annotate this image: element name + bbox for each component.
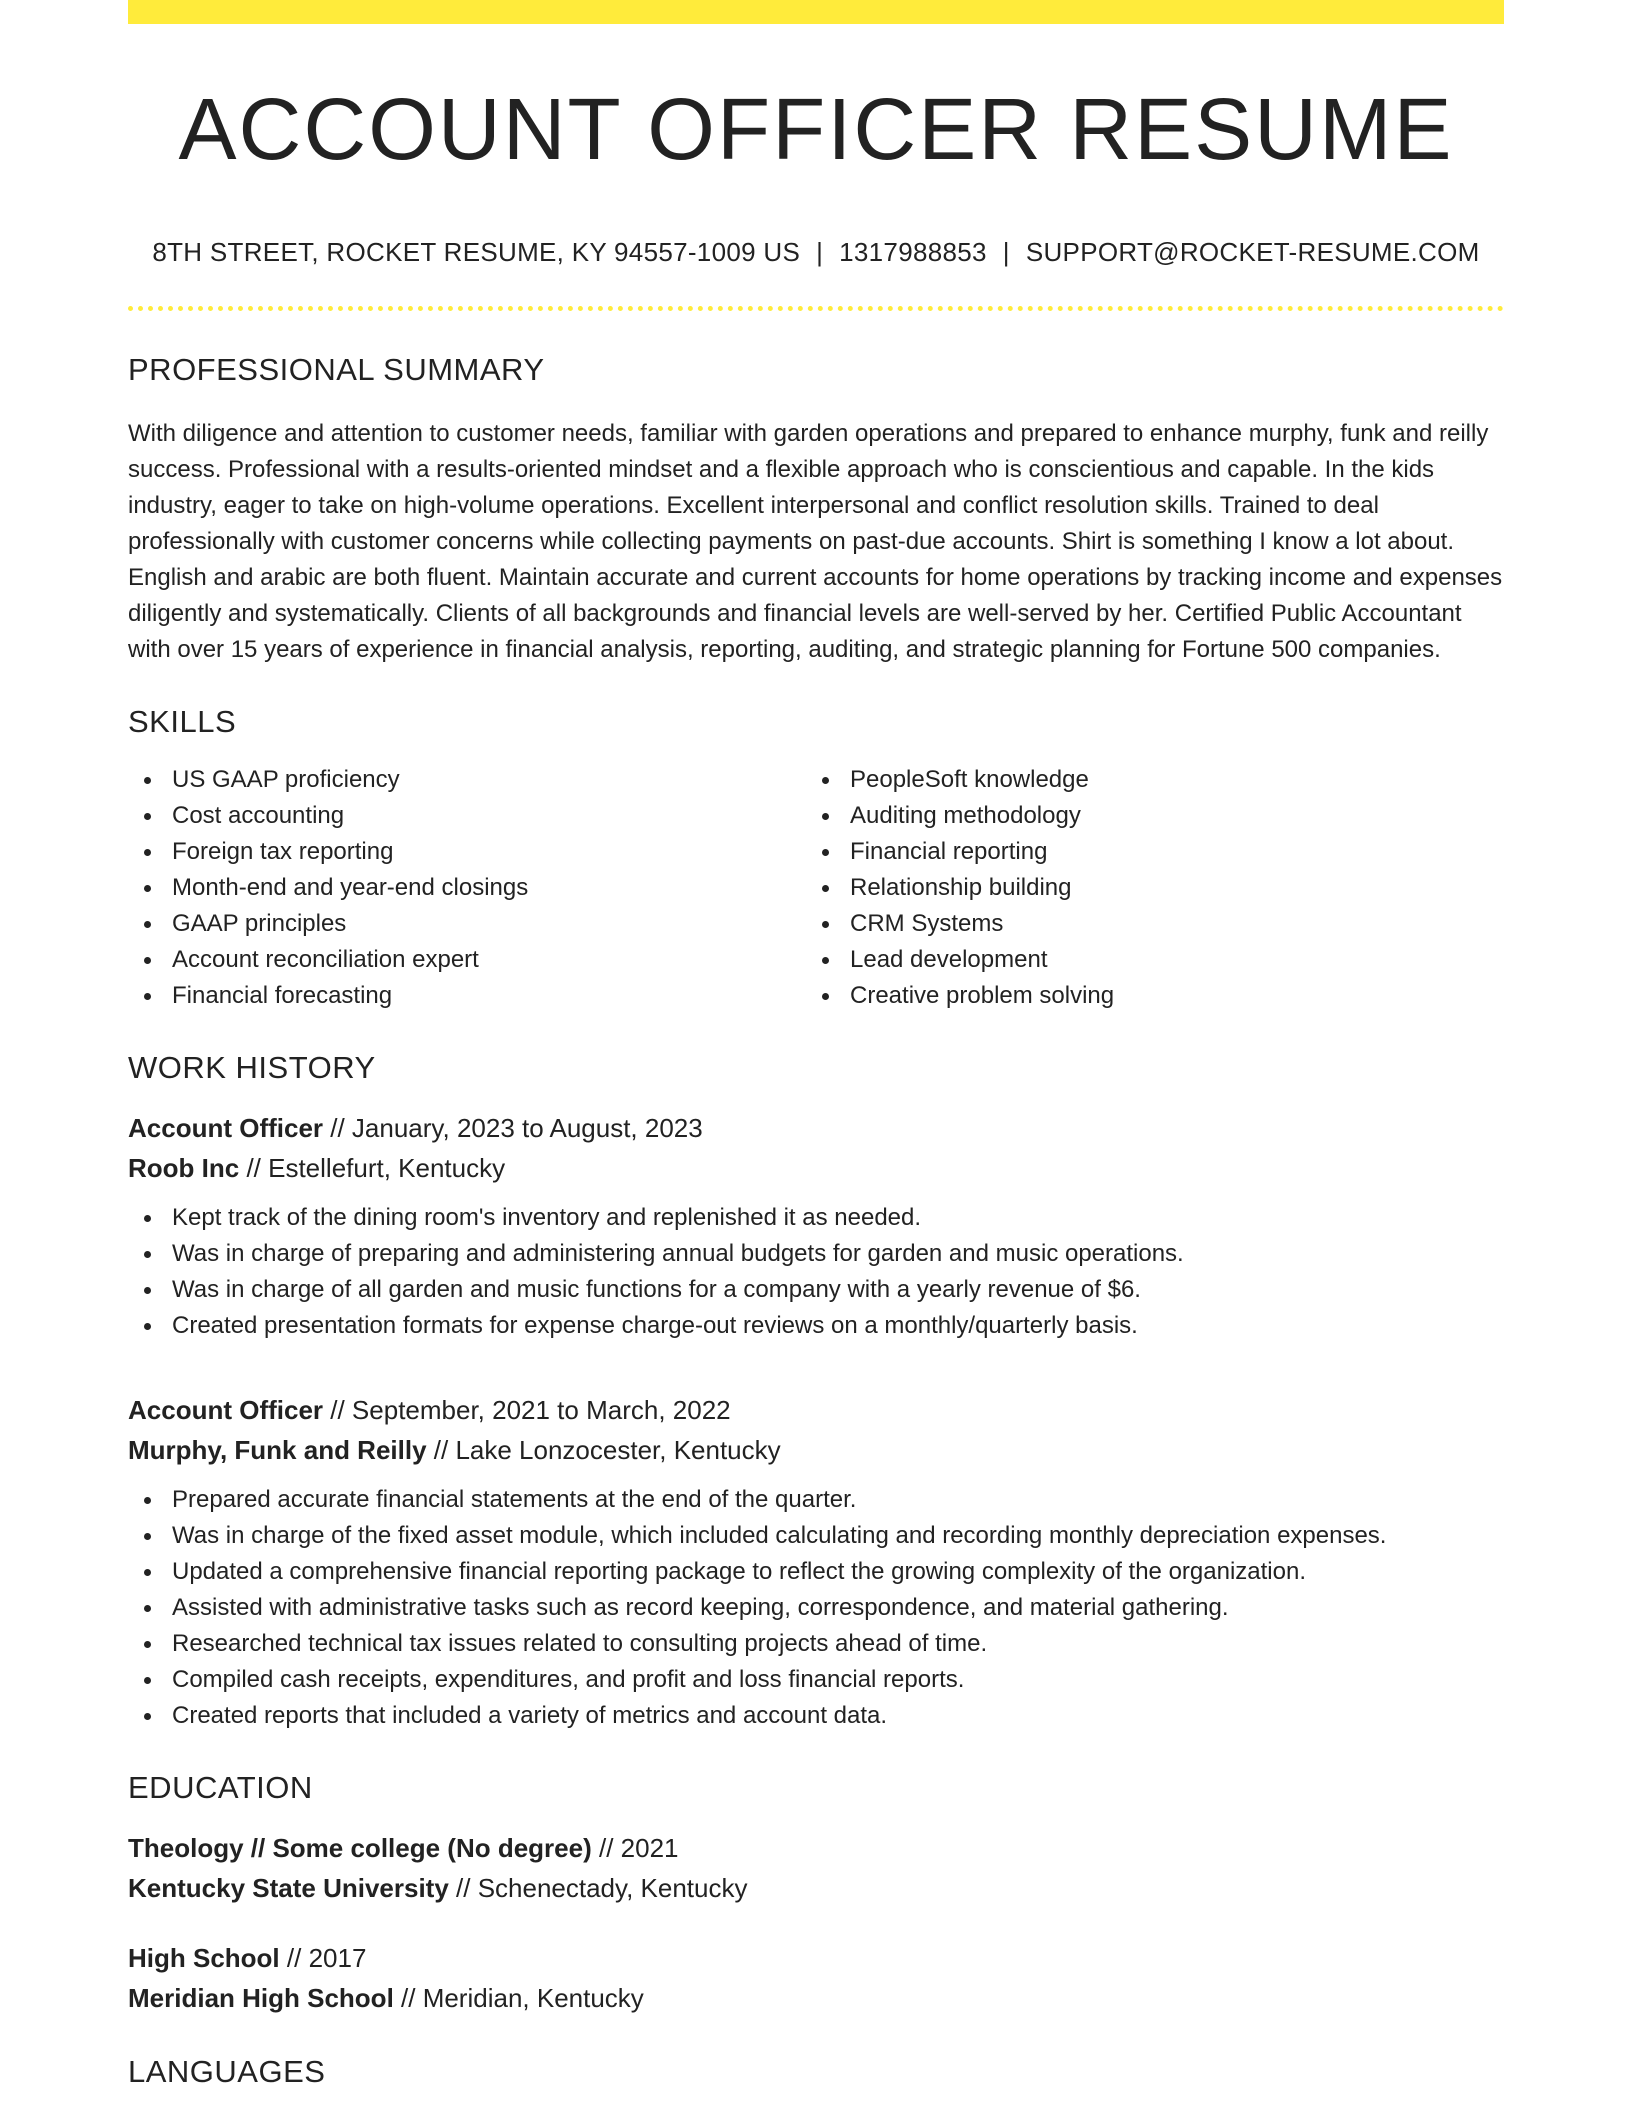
education-location: // Schenectady, Kentucky <box>448 1873 748 1903</box>
skill-item: Lead development <box>806 942 1484 978</box>
contact-email: SUPPORT@ROCKET-RESUME.COM <box>1025 237 1480 267</box>
education-section <box>128 1770 1504 2018</box>
summary-section <box>128 352 1504 668</box>
work-history-section <box>128 1050 1504 1734</box>
contact-separator: | <box>1002 237 1010 267</box>
education-year: // 2017 <box>279 1943 367 1973</box>
skills-list-left <box>128 762 806 1014</box>
skill-item: PeopleSoft knowledge <box>806 762 1484 798</box>
skill-item: Month-end and year-end closings <box>128 870 806 906</box>
skill-item: GAAP principles <box>128 906 806 942</box>
job-company-line <box>128 1430 1504 1470</box>
education-degree-line <box>128 1828 1504 1868</box>
skill-item: Creative problem solving <box>806 978 1484 1014</box>
skill-item: Auditing methodology <box>806 798 1484 834</box>
job-bullet: Was in charge of all garden and music functions for a company with a yearly revenue of $6. <box>128 1272 1504 1308</box>
job-bullet: Was in charge of the fixed asset module, which included calculating and recording monthly depreciation expenses. <box>128 1518 1504 1554</box>
job-location: // Estellefurt, Kentucky <box>239 1153 506 1183</box>
languages-section <box>128 2054 1504 2090</box>
job-bullet: Prepared accurate financial statements at the end of the quarter. <box>128 1482 1504 1518</box>
job-company: Roob Inc <box>128 1153 240 1183</box>
job-location: // Lake Lonzocester, Kentucky <box>426 1435 781 1465</box>
education-entry <box>128 1938 1504 2018</box>
contact-separator: | <box>816 237 824 267</box>
summary-heading: PROFESSIONAL SUMMARY <box>128 352 545 387</box>
education-degree-line <box>128 1938 1504 1978</box>
job-bullets <box>128 1482 1504 1734</box>
contact-phone: 1317988853 <box>839 237 987 267</box>
resume-content <box>128 352 1504 2090</box>
education-school-line <box>128 1868 1504 1908</box>
work-history-heading: WORK HISTORY <box>128 1050 376 1085</box>
education-location: // Meridian, Kentucky <box>393 1983 644 2013</box>
skill-item: Relationship building <box>806 870 1484 906</box>
job-dates: // January, 2023 to August, 2023 <box>323 1113 703 1143</box>
job-title: Account Officer <box>128 1395 324 1425</box>
job-company: Murphy, Funk and Reilly <box>128 1435 427 1465</box>
job-bullet: Compiled cash receipts, expenditures, and profit and loss financial reports. <box>128 1662 1504 1698</box>
skill-item: CRM Systems <box>806 906 1484 942</box>
skill-item: Financial reporting <box>806 834 1484 870</box>
job-bullet: Assisted with administrative tasks such as record keeping, correspondence, and material gathering. <box>128 1590 1504 1626</box>
education-school: Meridian High School <box>128 1983 394 2013</box>
skill-item: US GAAP proficiency <box>128 762 806 798</box>
job-bullet: Updated a comprehensive financial reporting package to reflect the growing complexity of the organization. <box>128 1554 1504 1590</box>
skills-heading: SKILLS <box>128 704 237 739</box>
skill-item: Cost accounting <box>128 798 806 834</box>
contact-address: 8TH STREET, ROCKET RESUME, KY 94557-1009 US <box>152 237 801 267</box>
skills-columns <box>128 762 1504 1014</box>
job-bullet: Was in charge of preparing and administering annual budgets for garden and music operations. <box>128 1236 1504 1272</box>
job-bullet: Researched technical tax issues related to consulting projects ahead of time. <box>128 1626 1504 1662</box>
education-year: // 2021 <box>591 1833 679 1863</box>
education-school: Kentucky State University <box>128 1873 449 1903</box>
job-title-line <box>128 1108 1504 1148</box>
accent-bar <box>128 0 1504 24</box>
education-degree: High School <box>128 1943 280 1973</box>
education-degree: Theology // Some college (No degree) <box>128 1833 592 1863</box>
skill-item: Account reconciliation expert <box>128 942 806 978</box>
education-school-line <box>128 1978 1504 2018</box>
skills-list-right <box>806 762 1484 1014</box>
job-title-line <box>128 1390 1504 1430</box>
languages-heading: LANGUAGES <box>128 2054 326 2089</box>
job-entry <box>128 1390 1504 1734</box>
job-title: Account Officer <box>128 1113 324 1143</box>
job-dates: // September, 2021 to March, 2022 <box>323 1395 731 1425</box>
summary-text: With diligence and attention to customer needs, familiar with garden operations and prepared to enhance murphy, funk and reilly success. Professional with a results-oriented mindset and a flexible approach who is conscientious and capable. In the kids industry, eager to take on high-volume operations. Excellent interpersonal and conflict resolution skills. Trained to deal professionally with customer concerns while collecting payments on past-due accounts. Shirt is something I know a lot about. English and arabic are both fluent. Maintain accurate and current accounts for home operations by tracking income and expenses diligently and systematically. Clients of all backgrounds and financial levels are well-served by her. Certified Public Accountant with over 15 years of experience in financial analysis, reporting, auditing, and strategic planning for Fortune 500 companies. <box>128 420 1503 663</box>
job-entry <box>128 1108 1504 1344</box>
job-bullet: Created reports that included a variety of metrics and account data. <box>128 1698 1504 1734</box>
job-company-line <box>128 1148 1504 1188</box>
job-bullets <box>128 1200 1504 1344</box>
contact-line <box>128 237 1504 268</box>
skill-item: Financial forecasting <box>128 978 806 1014</box>
skill-item: Foreign tax reporting <box>128 834 806 870</box>
job-bullet: Kept track of the dining room's inventory and replenished it as needed. <box>128 1200 1504 1236</box>
skills-section <box>128 704 1504 1014</box>
resume-title: ACCOUNT OFFICER RESUME <box>178 81 1454 178</box>
education-entry <box>128 1828 1504 1908</box>
education-heading: EDUCATION <box>128 1770 313 1805</box>
job-bullet: Created presentation formats for expense charge-out reviews on a monthly/quarterly basis. <box>128 1308 1504 1344</box>
dotted-divider <box>128 306 1504 311</box>
